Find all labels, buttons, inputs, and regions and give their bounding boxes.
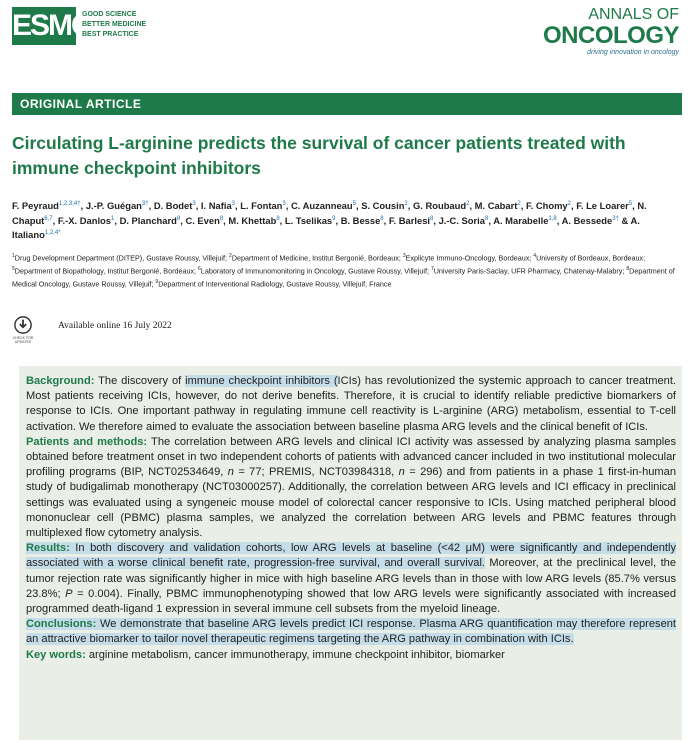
author-affiliation-mark: 9	[332, 215, 336, 222]
author-separator: ,	[383, 214, 389, 226]
author-affiliation-mark: 8	[484, 215, 489, 222]
abstract-text: The correlation between ARG levels and clinical ICI activity was assessed by analyzing plasma samples obtained before treatment onset in two independent cohorts of patients with advanced cancer included in two institutional molecular profiling programs (BIP, NCT02534649,	[26, 435, 676, 479]
author: F. Chomy	[525, 200, 568, 212]
author-affiliation-mark: 3	[282, 201, 286, 207]
author-affiliation-mark: 2	[466, 201, 470, 207]
tagline-line: BEST PRACTICE	[82, 31, 139, 38]
author: D. Planchard	[119, 214, 177, 226]
author-separator: ,	[632, 200, 638, 212]
author: J.-P. Guégan	[85, 200, 142, 212]
affiliation-text: Department of Biopathology, Institut Bergonié, Bordeaux;	[14, 266, 199, 276]
author: F.-X. Danlos	[57, 214, 111, 226]
author-separator: ,	[114, 214, 120, 226]
author: L. Fontan	[240, 200, 283, 212]
check-for-updates-label: CHECK FOR UPDATES	[12, 336, 34, 344]
journal-header	[0, 0, 695, 80]
author: A. Marabelle	[493, 214, 549, 226]
author: F. Le Loarer	[576, 200, 629, 212]
esmo-tagline	[82, 10, 146, 40]
available-online: Available online 16 July 2022	[58, 321, 172, 331]
affiliation-number: 7	[430, 265, 434, 272]
affiliation-number: 4	[533, 253, 537, 259]
abstract-text: = 0.004). Finally, PBMC immunophenotyping showed that low ARG levels were significantly associated with increased programmed death-ligand 1 expression in several immune cell subsets from the myeloid lineage.	[26, 587, 676, 616]
affiliations	[12, 251, 684, 290]
abstract-text: = 77; PREMIS, NCT03984318,	[233, 466, 399, 479]
abstract-text: In both discovery and validation cohorts,	[69, 542, 291, 555]
abstract-label: Patients and methods:	[26, 435, 148, 448]
author: F. Barlesi	[388, 214, 431, 226]
abstract-methods	[26, 435, 676, 541]
author-affiliation-mark: 1,2,4*	[44, 230, 61, 237]
affiliation-text: University Paris-Saclay, UFR Pharmacy, Chatenay-Malabry;	[433, 266, 627, 276]
journal-logo	[543, 6, 679, 58]
abstract-label: Conclusions:	[26, 618, 97, 631]
check-for-updates-icon[interactable]	[14, 316, 32, 334]
abstract-label: Results:	[26, 542, 70, 555]
author-separator: ,	[279, 214, 285, 226]
author-affiliation-mark: 2	[567, 201, 571, 207]
article-title: Circulating L-arginine predicts the survival of cancer patients treated with immune checkpoint inhibitors	[12, 133, 626, 178]
abstract-keywords	[26, 648, 676, 663]
author-affiliation-mark: 2	[517, 201, 521, 207]
highlight: immune checkpoint inhibitors (	[185, 375, 338, 387]
affiliation-text: Department of Interventional Radiology, Gustave Roussy, Villejuif, France	[158, 279, 392, 289]
affiliation-text: Explicyte Immuno-Oncology, Bordeaux;	[405, 253, 534, 263]
author-affiliation-mark: 1,8	[548, 215, 557, 222]
abstract-box	[19, 366, 682, 740]
abstract-label: Background:	[26, 375, 95, 387]
author: D. Bodet	[153, 200, 193, 212]
abstract-background	[26, 374, 676, 435]
author-affiliation-mark: 1	[111, 215, 115, 222]
author-separator: ,	[355, 200, 362, 212]
author-affiliation-mark: 5	[352, 201, 356, 207]
abstract-text: The discovery of	[94, 375, 186, 387]
author: M. Khettab	[228, 214, 277, 226]
affiliation-text: University of Bordeaux, Bordeaux;	[536, 253, 646, 263]
author: L. Tselikas	[284, 214, 333, 226]
author-separator: ,	[556, 214, 562, 226]
author-affiliation-mark: 3†	[141, 201, 149, 207]
author-affiliation-mark: 8	[380, 215, 384, 222]
author-separator: ,	[520, 200, 526, 212]
affiliation-text: Drug Development Department (DITEP), Gustave Roussy, Villejuif;	[14, 253, 230, 263]
author-affiliation-mark: 8	[219, 215, 224, 222]
abstract-text: n	[398, 466, 405, 479]
esmo-logo: ESMO	[12, 7, 76, 45]
abstract-text: = 296) and from patients in a phase 1 first-in-human study of budigalimab monotherapy (NCT03000257). Additionally, the correlation between ARG levels and ICI efficacy in preclinical settings was evaluated using a syngeneic mouse model of colorectal cancer responsive to ICIs. Using matched peripheral blood mononuclear cell (PBMC) plasma samples, we analyzed the correlation between ARG levels and PBMC features through multiplexed flow cytometry analysis.	[26, 466, 676, 540]
author: B. Besse	[340, 214, 381, 226]
abstract-text: arginine metabolism, cancer immunotherapy, immune checkpoint inhibitor, biomarker	[85, 648, 505, 661]
author-separator: ,	[285, 200, 291, 212]
author: M. Cabart	[474, 200, 518, 212]
author-separator: ,	[235, 200, 241, 212]
affiliation-number: 2	[229, 253, 232, 259]
author: A. Italiano	[12, 214, 640, 241]
author-affiliation-mark: 6,7	[44, 215, 53, 222]
affiliation-number: 8	[626, 265, 630, 272]
affiliation-number: 6	[198, 265, 201, 272]
author-separator: ,	[195, 200, 201, 212]
author: C. Even	[185, 214, 220, 226]
author-affiliation-mark: 5	[628, 201, 633, 207]
author-separator: ,	[433, 214, 439, 226]
abstract-conclusions	[26, 617, 676, 647]
author-affiliation-mark: 8	[176, 215, 181, 222]
author-separator: &	[618, 214, 631, 226]
affiliation-number: 9	[155, 278, 159, 285]
article-type-bar	[12, 93, 682, 115]
author-separator: ,	[80, 200, 86, 212]
affiliation-text: Laboratory of Immunomonitoring in Oncology, Gustave Roussy, Villejuif;	[200, 266, 431, 276]
author-separator: ,	[570, 200, 577, 212]
affiliation-number: 5	[12, 265, 15, 272]
highlight: low ARG levels at baseline (<42 μM) were significantly and independently associated with a worse clinical benefit rate, progression-free survival, and overall survival.	[26, 542, 676, 570]
abstract-text: ICIs) has revolutionized the systemic approach to cancer treatment. Most patients receiving ICIs, however, do not derive benefits. Therefore, it is crucial to identify reliable predictive biomarkers of response to ICIs. One important pathway in regulating immune cell reactivity is L-arginine (ARG) metabolism, essential to T-cell activation. We therefore aimed to evaluate the association between baseline plasma ARG levels and the clinical benefit of ICIs.	[26, 375, 676, 433]
abstract-results	[26, 541, 676, 617]
author-list	[12, 198, 684, 242]
author: S. Cousin	[361, 200, 405, 212]
author-separator: ,	[407, 200, 413, 212]
author-separator: ,	[488, 214, 494, 226]
author-separator: ,	[335, 214, 341, 226]
author: A. Bessede	[561, 214, 613, 226]
author-affiliation-mark: 2	[404, 201, 408, 207]
tagline-line: BETTER MEDICINE	[82, 21, 147, 28]
author-affiliation-mark: 8	[430, 215, 434, 222]
author: J.-C. Soria	[438, 214, 485, 226]
affiliation-number: 3	[402, 253, 406, 259]
author-affiliation-mark: 3†	[612, 215, 619, 222]
author-separator: ,	[148, 200, 154, 212]
author-separator: ,	[223, 214, 229, 226]
author: F. Peyraud	[12, 200, 59, 212]
author-affiliation-mark: 3	[192, 201, 196, 207]
journal-top: ANNALS OF	[588, 6, 679, 23]
affiliation-text: Department of Medical Oncology, Gustave Roussy, Villejuif;	[12, 266, 675, 289]
author-separator: ,	[52, 214, 58, 226]
journal-main: ONCOLOGY	[542, 22, 679, 49]
author: C. Auzanneau	[290, 200, 353, 212]
author: N. Chaput	[12, 200, 647, 226]
abstract-label: Key words:	[26, 648, 86, 661]
journal-subtitle: driving innovation in oncology	[587, 49, 679, 56]
author-affiliation-mark: 1,2,3,4†	[58, 201, 81, 207]
abstract-text: n	[227, 466, 234, 479]
author-separator: ,	[180, 214, 186, 226]
author-affiliation-mark: 8	[276, 215, 280, 222]
affiliation-number: 1	[12, 253, 15, 259]
abstract-text: P	[65, 587, 73, 600]
article-type: ORIGINAL ARTICLE	[20, 97, 142, 111]
author-affiliation-mark: 3	[231, 201, 236, 207]
author: I. Nafia	[200, 200, 232, 212]
author: G. Roubaud	[412, 200, 467, 212]
tagline-line: GOOD SCIENCE	[82, 11, 137, 18]
abstract-text: Moreover, at the preclinical level, the tumor rejection rate was significantly higher in mice with high baseline ARG levels than in those with low ARG levels (85.7% versus 23.8%;	[26, 557, 677, 600]
author-separator: ,	[469, 200, 475, 212]
affiliation-text: Department of Medicine, Institut Bergonié, Bordeaux;	[231, 253, 403, 263]
abstract-text: We demonstrate that baseline ARG levels predict ICI response. Plasma ARG quantification may therefore represent an attractive biomarker to tailor novel therapeutic regimens targeting the ARG pathway in combination with ICIs.	[26, 618, 676, 646]
